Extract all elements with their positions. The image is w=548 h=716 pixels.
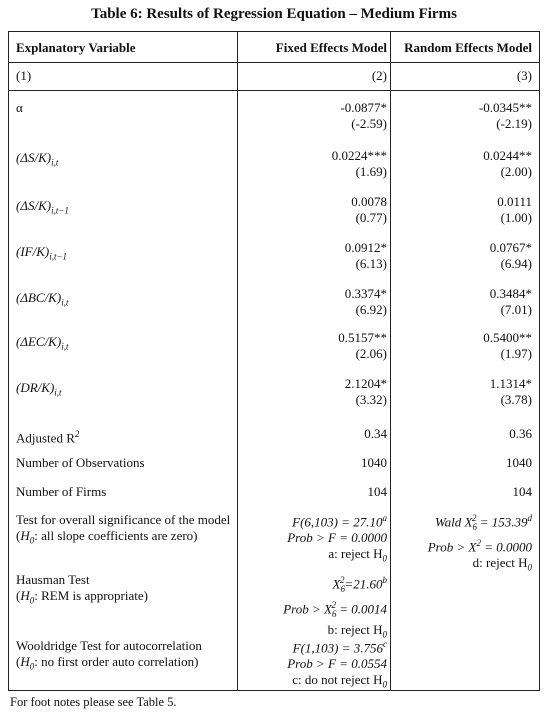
n-firms-label: Number of Firms (16, 484, 107, 499)
re-coef: 0.0111 (497, 194, 532, 209)
re-if-k (490, 240, 532, 272)
wooldridge-prob: Prob > F = 0.0554 (287, 656, 387, 672)
var-if-k: $(IF/K)_{i,t-1}$ (16, 244, 68, 262)
fe-tstat: (2.06) (355, 346, 387, 361)
re-dr-k (490, 376, 532, 408)
var-ds-k-it-1: $(\Delta S/K)_{i,t-1}$ (16, 198, 69, 216)
re-ds-k-it (483, 148, 532, 180)
re-coef: 0.0767* (489, 240, 532, 255)
re-adjusted-r2: 0.36 (509, 426, 532, 441)
re-tstat: (3.78) (500, 392, 532, 407)
re-coef: -0.0345** (478, 100, 532, 115)
re-tstat: (6.94) (500, 256, 532, 271)
fe-coef: 2.1204* (344, 376, 387, 391)
fe-tstat: (3.32) (355, 392, 387, 407)
hausman-prob: Prob > $X_6^2 = 0.0014$ (283, 599, 387, 619)
re-overall-stat: Wald $X_6^2 = 153.39^d$ (435, 513, 532, 532)
re-n-firms: 104 (512, 484, 532, 499)
re-overall-prob: Prob > $X^2 = 0.0000$ (427, 537, 532, 555)
fe-alpha (340, 100, 387, 132)
re-coef: 0.5400** (483, 330, 532, 345)
colnum-divider (9, 90, 539, 91)
re-n-obs: 1040 (506, 455, 532, 470)
fe-n-obs: 1040 (361, 455, 387, 470)
wooldridge-test-label: Wooldridge Test for autocorrelation ($H_0$: no first order auto correlation) (16, 638, 202, 675)
fe-ds-k-it-1 (351, 194, 387, 226)
regression-table (8, 31, 540, 691)
wooldridge-h0: ($H_0$: no first order auto correlation) (16, 654, 199, 672)
fe-coef: 0.3374* (344, 286, 387, 301)
var-alpha: α (16, 100, 23, 115)
colnum-3: (3) (516, 68, 532, 83)
re-overall-decision: d: reject $H_0$ (472, 555, 532, 573)
fe-coef: 0.0078 (351, 194, 387, 209)
re-dec-k (483, 330, 532, 362)
fe-ds-k-it (332, 148, 387, 180)
hausman-decision: b: reject $H_0$ (327, 621, 387, 640)
fe-overall-prob: Prob > F = 0.0000 (287, 530, 387, 546)
fe-coef: 0.0224*** (331, 148, 387, 163)
header-fixed-effects: Fixed Effects Model (275, 40, 387, 55)
fe-tstat: (6.13) (355, 256, 387, 271)
fe-overall-test (287, 510, 387, 567)
fe-tstat: (6.92) (355, 302, 387, 317)
col-divider-2 (390, 32, 391, 690)
var-dr-k: $(DR/K)_{i,t}$ (16, 380, 62, 398)
var-dbc-k: $(\Delta BC/K)_{i,t}$ (16, 290, 69, 308)
fe-adjusted-r2: 0.34 (364, 426, 387, 441)
col-divider-1 (237, 32, 238, 690)
var-dec-k: $(\Delta EC/K)_{i,t}$ (16, 334, 69, 352)
fe-dec-k (338, 330, 387, 362)
fe-overall-stat: F(6,103) = 27.10$^a$ (292, 513, 387, 530)
fe-coef: -0.0877* (340, 100, 387, 115)
header-explanatory-variable: Explanatory Variable (16, 40, 136, 55)
hausman-stat: $X_6^2=21.60^b$ (332, 575, 387, 594)
fe-coef: 0.0912* (344, 240, 387, 255)
overall-h0: ($H_0$: all slope coefficients are zero) (16, 528, 198, 546)
fe-hausman-test (283, 572, 387, 642)
re-dbc-k (490, 286, 532, 318)
fe-tstat: (1.69) (355, 164, 387, 179)
n-obs-label: Number of Observations (16, 455, 145, 470)
re-coef: 0.0244** (483, 148, 532, 163)
wooldridge-decision: c: do not reject $H_0$ (292, 672, 387, 690)
fe-dbc-k (345, 286, 387, 318)
re-tstat: (7.01) (500, 302, 532, 317)
re-overall-test (428, 510, 532, 576)
header-random-effects: Random Effects Model (404, 40, 532, 55)
re-coef: 1.1314* (489, 376, 532, 391)
fe-tstat: (-2.59) (351, 116, 387, 131)
fe-dr-k (345, 376, 387, 408)
re-tstat: (2.00) (500, 164, 532, 179)
header-divider (9, 62, 539, 63)
colnum-1: (1) (16, 68, 32, 83)
re-coef: 0.3484* (489, 286, 532, 301)
hausman-h0: ($H_0$: REM is appropriate) (16, 588, 148, 606)
footnote: For foot notes please see Table 5. (10, 695, 177, 709)
adjusted-r2-label: Adjusted $R^2$ (16, 429, 80, 446)
table-title: Table 6: Results of Regression Equation – Medium Firms (91, 6, 457, 22)
fe-if-k (345, 240, 387, 272)
colnum-2: (2) (371, 68, 387, 83)
wooldridge-stat: F(1,103) = 3.756$^c$ (292, 639, 387, 656)
fe-overall-decision: a: reject $H_0$ (328, 546, 387, 564)
re-tstat: (1.97) (500, 346, 532, 361)
fe-coef: 0.5157** (338, 330, 387, 345)
var-ds-k-it: $(\Delta S/K)_{i,t}$ (16, 150, 59, 168)
fe-tstat: (0.77) (355, 210, 387, 225)
re-ds-k-it-1 (497, 194, 532, 226)
re-tstat: (1.00) (500, 210, 532, 225)
re-alpha (479, 100, 532, 132)
hausman-test-label: Hausman Test ($H_0$: REM is appropriate) (16, 572, 148, 609)
re-tstat: (-2.19) (496, 116, 532, 131)
fe-wooldridge-test (287, 636, 387, 693)
fe-n-firms: 104 (367, 484, 387, 499)
overall-test-label: Test for overall significance of the model ($H_0$: all slope coefficients are zero) (16, 512, 230, 549)
